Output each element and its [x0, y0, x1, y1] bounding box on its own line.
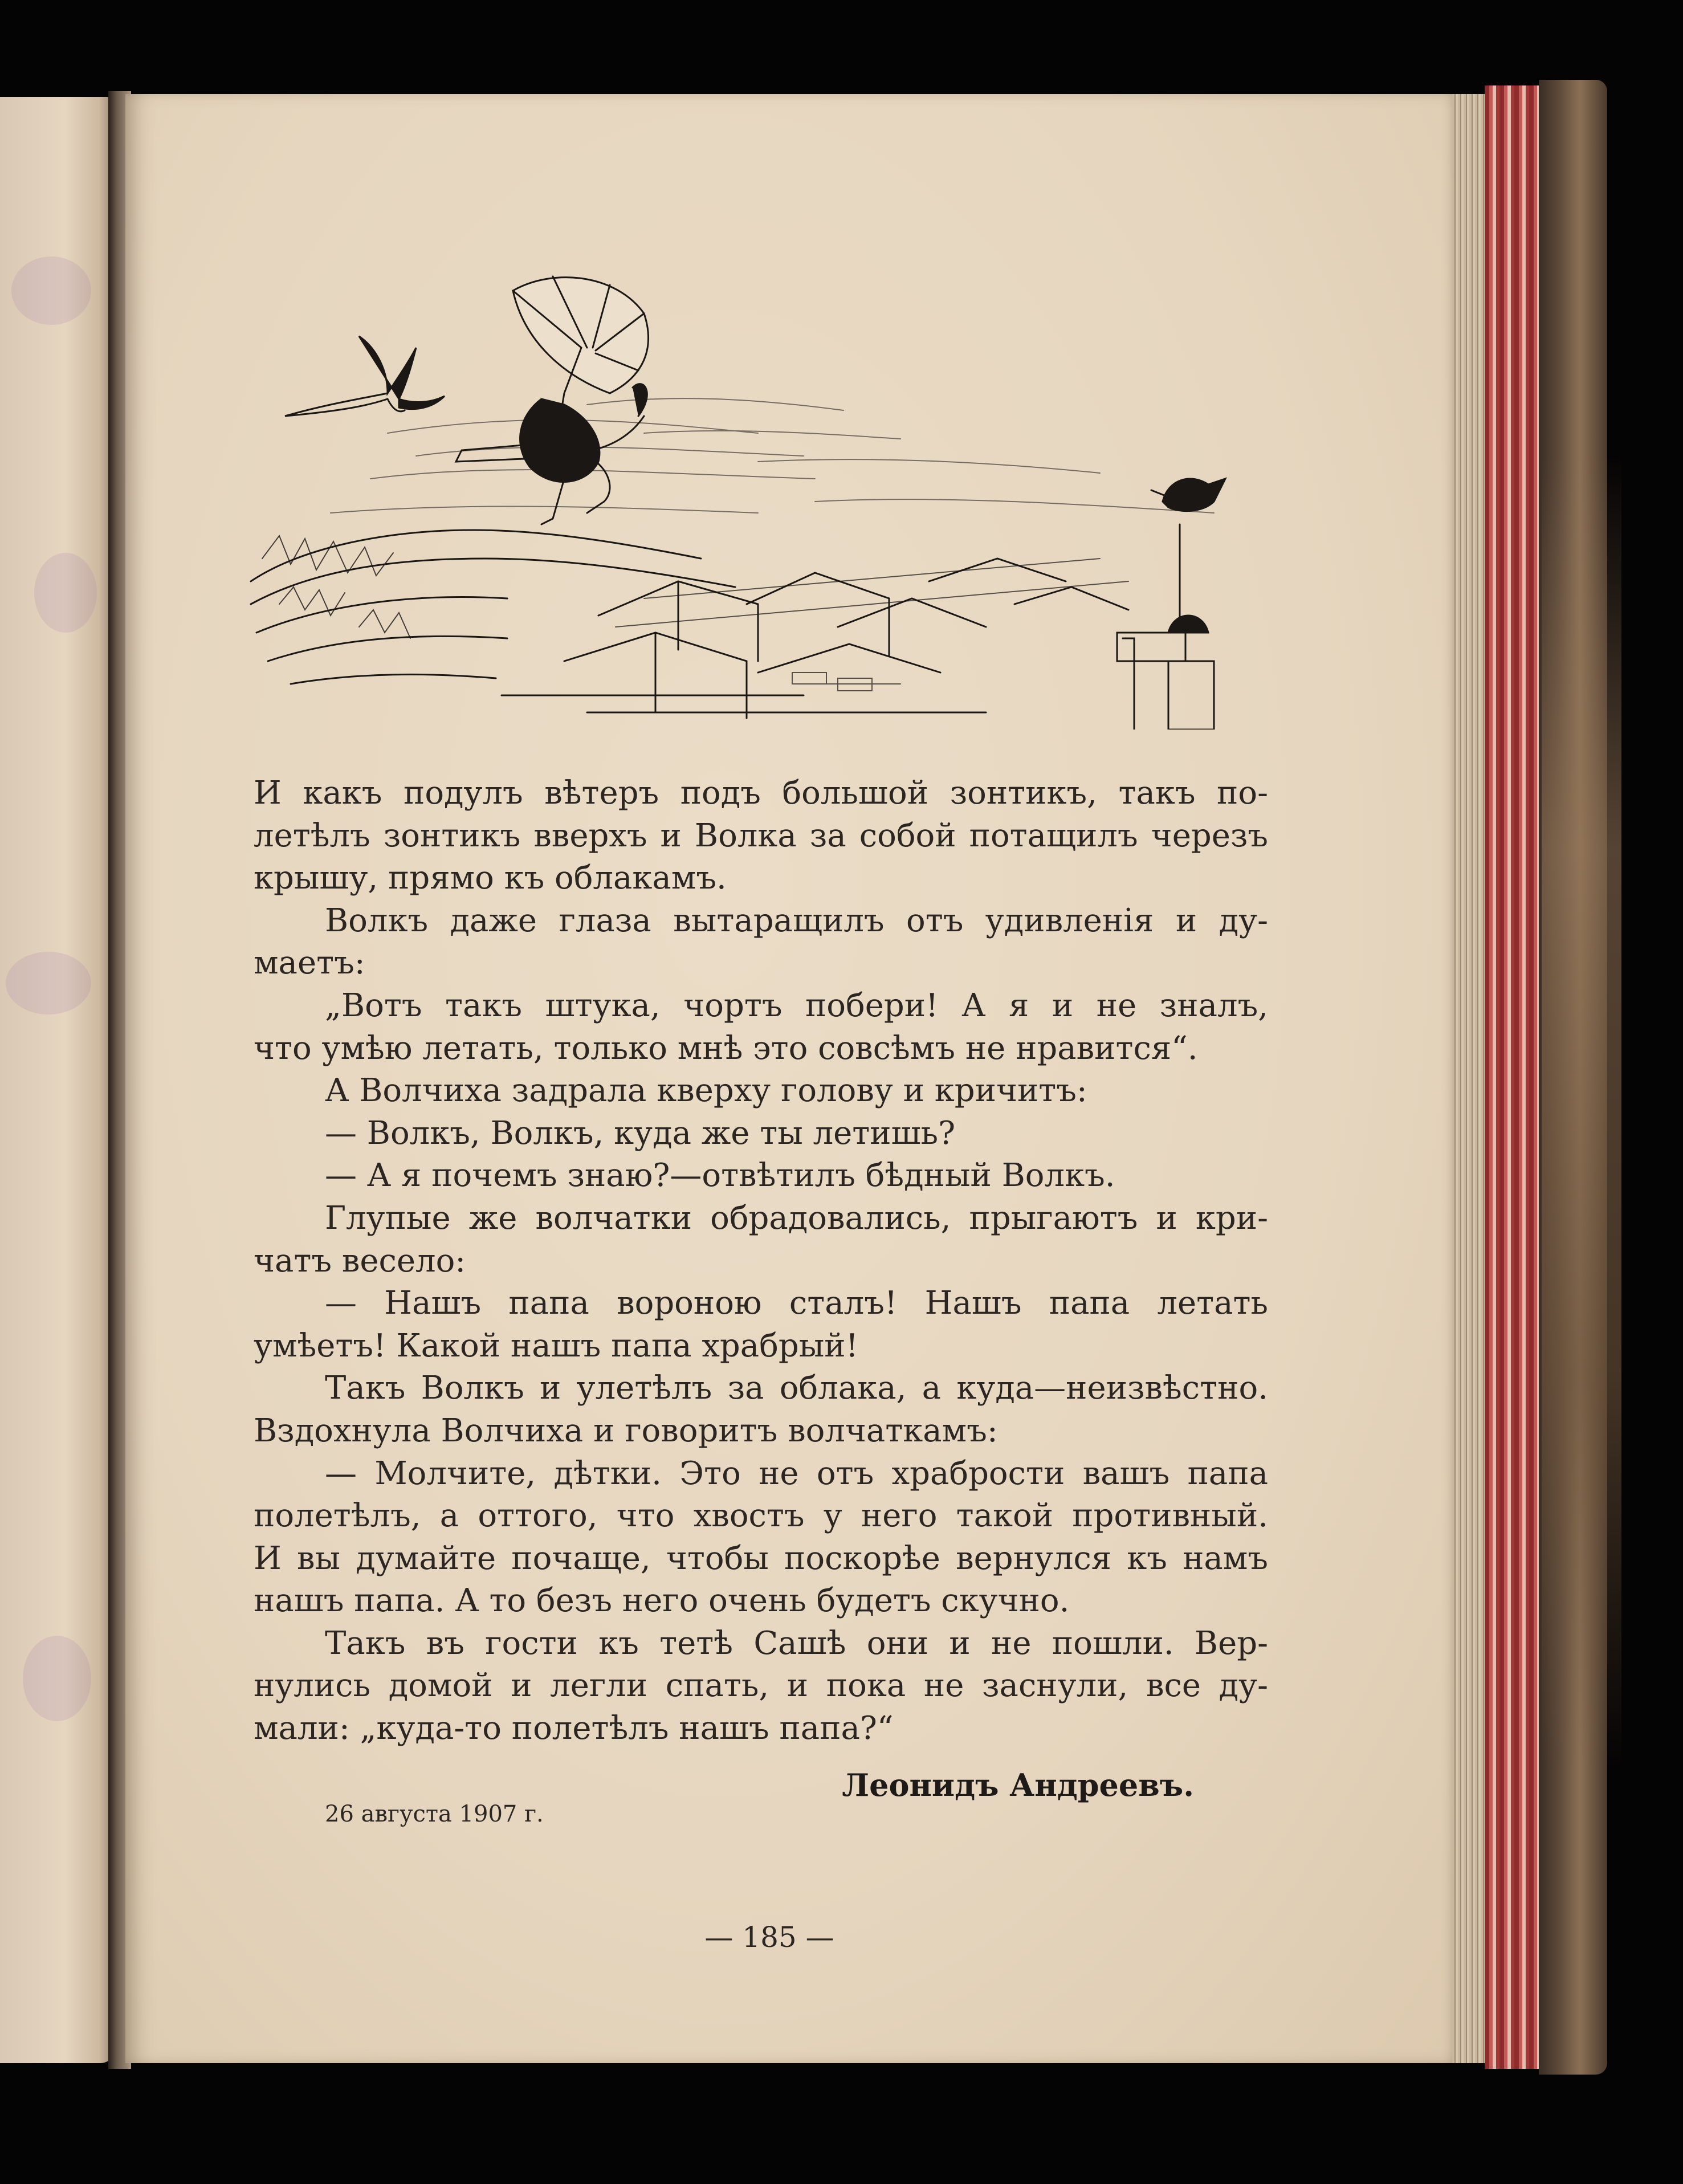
text-line: крышу, прямо къ облакамъ. [254, 859, 727, 897]
hill-scribble [251, 530, 735, 684]
author-signature: Леонидъ Андреевъ. [842, 1767, 1194, 1803]
text-line: полетѣлъ, а оттого, что хвостъ у него такой противный. [254, 1497, 1268, 1535]
text-line: нулись домой и легли спать, и пока не заснули, все ду- [254, 1667, 1268, 1705]
text-line: Глупые же волчатки обрадовались, прыгаютъ и кри- [325, 1199, 1268, 1237]
bird [285, 336, 445, 416]
text-line: Волкъ даже глаза вытаращилъ отъ удивленія и ду- [325, 902, 1268, 939]
previous-page-edge [0, 97, 117, 2063]
text-line: — Нашъ папа вороною сталъ! Нашъ папа летать [325, 1285, 1268, 1322]
weathervane [1117, 479, 1225, 730]
text-line: что умѣю летать, только мнѣ это совсѣмъ не нравится“. [254, 1029, 1198, 1067]
text-line: — А я почемъ знаю?—отвѣтилъ бѣдный Волкъ. [325, 1157, 1115, 1195]
text-line: Вздохнула Волчиха и говоритъ волчаткамъ: [254, 1412, 998, 1449]
text-line: А Волчиха задрала кверху голову и кричитъ: [325, 1072, 1087, 1110]
text-line: умѣетъ! Какой нашъ папа храбрый! [254, 1327, 859, 1364]
text-line: нашъ папа. А то безъ него очень будетъ скучно. [254, 1582, 1070, 1620]
text-line: Такъ Волкъ и улетѣлъ за облака, а куда—неизвѣстно. [325, 1370, 1268, 1407]
page-stack-edge [1452, 94, 1486, 2063]
text-line: летѣлъ зонтикъ вверхъ и Волка за собой потащилъ черезъ [254, 817, 1268, 854]
text-line: мали: „куда-то полетѣлъ нашъ папа?“ [254, 1710, 894, 1747]
page-number: — 185 — [704, 1921, 834, 1954]
text-line: — Волкъ, Волкъ, куда же ты летишь? [325, 1114, 956, 1152]
red-page-edge [1485, 85, 1539, 2069]
text-line: маетъ: [254, 944, 365, 982]
text-line: — Молчите, дѣтки. Это не отъ храбрости вашъ папа [325, 1454, 1268, 1492]
flying-wolf [456, 384, 647, 524]
text-line: „Вотъ такъ штука, чортъ побери! А я и не зналъ, [325, 987, 1268, 1024]
wolf-umbrella-illustration [245, 262, 1277, 730]
text-line: Такъ въ гости къ тетѣ Сашѣ они и не пошли. Вер- [325, 1624, 1268, 1662]
date-line: 26 августа 1907 г. [325, 1801, 544, 1827]
town-roofs [502, 559, 1128, 718]
text-line: И вы думайте почаще, чтобы поскорѣе вернулся къ намъ [254, 1539, 1268, 1577]
story-text [254, 772, 1268, 1750]
cover-stain [1542, 456, 1621, 1767]
wind-strokes [331, 398, 1214, 513]
text-line: И какъ подулъ вѣтеръ подъ большой зонтикъ, такъ по- [254, 775, 1268, 812]
text-line: чатъ весело: [254, 1242, 466, 1280]
umbrella [513, 276, 649, 410]
